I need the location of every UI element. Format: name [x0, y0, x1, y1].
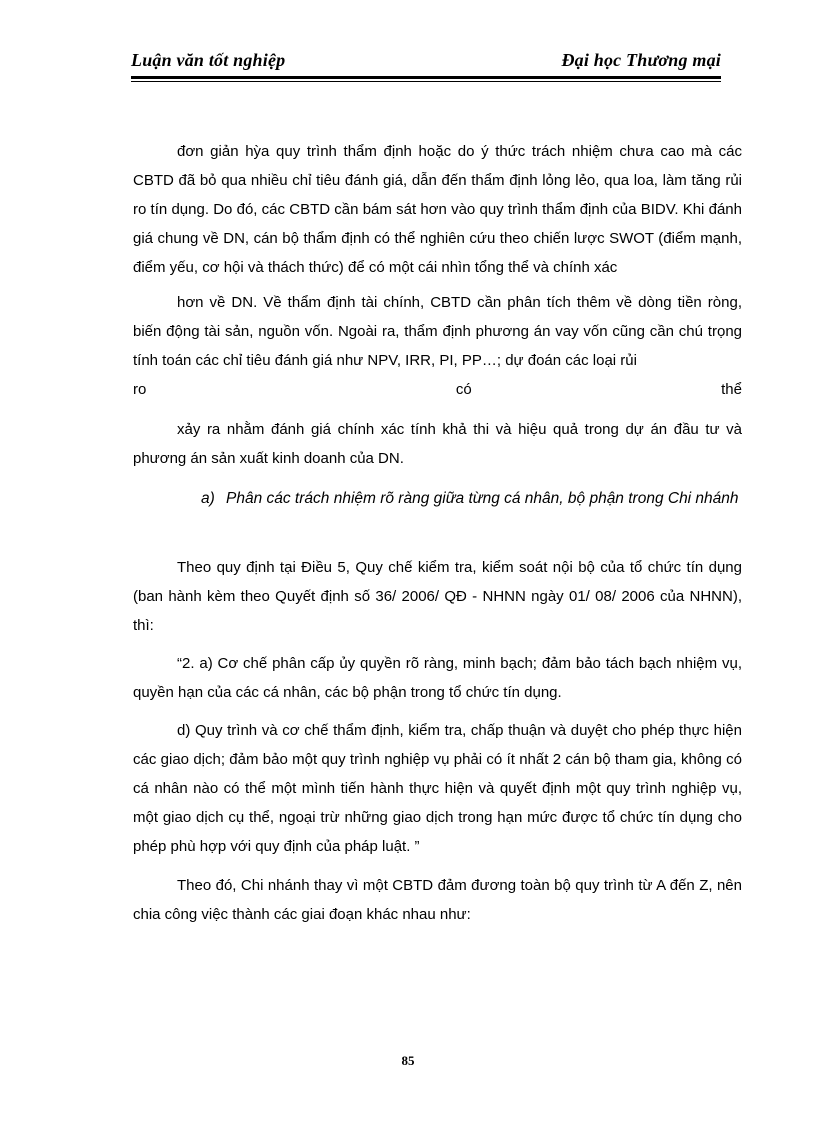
- page-header: [131, 50, 721, 78]
- paragraph-2: hơn về DN. Về thẩm định tài chính, CBTD cần phân tích thêm về dòng tiền ròng, biến động tài sản, nguồn vốn. Ngoài ra, thẩm định phương án vay vốn cũng cần chú trọng tính toán các chỉ tiêu đánh giá như NPV, IRR, PI, PP…; dự đoán các loại rủi: [133, 294, 742, 369]
- spread-word-3: thể: [721, 381, 742, 398]
- paragraph-7: Theo đó, Chi nhánh thay vì một CBTD đảm đương toàn bộ quy trình từ A đến Z, nên chia công việc thành các giai đoạn khác nhau như:: [133, 877, 742, 923]
- paragraph-3: xảy ra nhằm đánh giá chính xác tính khả thi và hiệu quả trong dự án đầu tư và phương án sản xuất kinh doanh của DN.: [133, 421, 742, 467]
- page-number: 85: [401, 1053, 415, 1068]
- heading-text: Phân các trách nhiệm rõ ràng giữa từng cá nhân, bộ phận trong Chi nhánh: [226, 490, 739, 507]
- paragraph-4: Theo quy định tại Điều 5, Quy chế kiểm tra, kiểm soát nội bộ của tổ chức tín dụng (ban hành kèm theo Quyết định số 36/ 2006/ QĐ - NHNN ngày 01/ 08/ 2006 của NHNN), thì:: [133, 559, 742, 634]
- heading-marker: a): [201, 490, 215, 507]
- paragraph-6-quote: d) Quy trình và cơ chế thẩm định, kiểm tra, chấp thuận và duyệt cho phép thực hiện các giao dịch; đảm bảo một quy trình nghiệp vụ phải có ít nhất 2 cán bộ tham gia, không có cá nhân nào có thể một mình tiến hành thực hiện và quyết định một quy trình nghiệp vụ, một giao dịch cụ thể, ngoại trừ những giao dịch trong hạn mức được tổ chức tín dụng cho phép phù hợp với quy định của pháp luật. ”: [133, 722, 742, 855]
- header-rule-thin: [131, 81, 721, 82]
- spread-word-1: ro: [133, 381, 147, 398]
- paragraph-5-quote: “2. a) Cơ chế phân cấp ủy quyền rõ ràng, minh bạch; đảm bảo tách bạch nhiệm vụ, quyền hạn của các cá nhân, các bộ phận trong tổ chức tín dụng.: [133, 655, 742, 701]
- paragraph-2-spread-line: [133, 375, 742, 404]
- section-heading: [201, 484, 742, 513]
- header-university: Đại học Thương mại: [561, 50, 721, 70]
- header-rule: [131, 76, 721, 79]
- spread-word-2: có: [455, 381, 472, 398]
- header-thesis-title: Luận văn tốt nghiệp: [131, 50, 286, 70]
- paragraph-1: đơn giản hỳa quy trình thẩm định hoặc do ý thức trách nhiệm chưa cao mà các CBTD đã bỏ qua nhiều chỉ tiêu đánh giá, dẫn đến thẩm định lỏng lẻo, qua loa, làm tăng rủi ro tín dụng. Do đó, các CBTD cần bám sát hơn vào quy trình thẩm định của BIDV. Khi đánh giá chung về DN, cán bộ thẩm định có thể nghiên cứu theo chiến lược SWOT (điểm mạnh, điểm yếu, cơ hội và thách thức) để có một cái nhìn tổng thể và chính xác: [133, 143, 742, 276]
